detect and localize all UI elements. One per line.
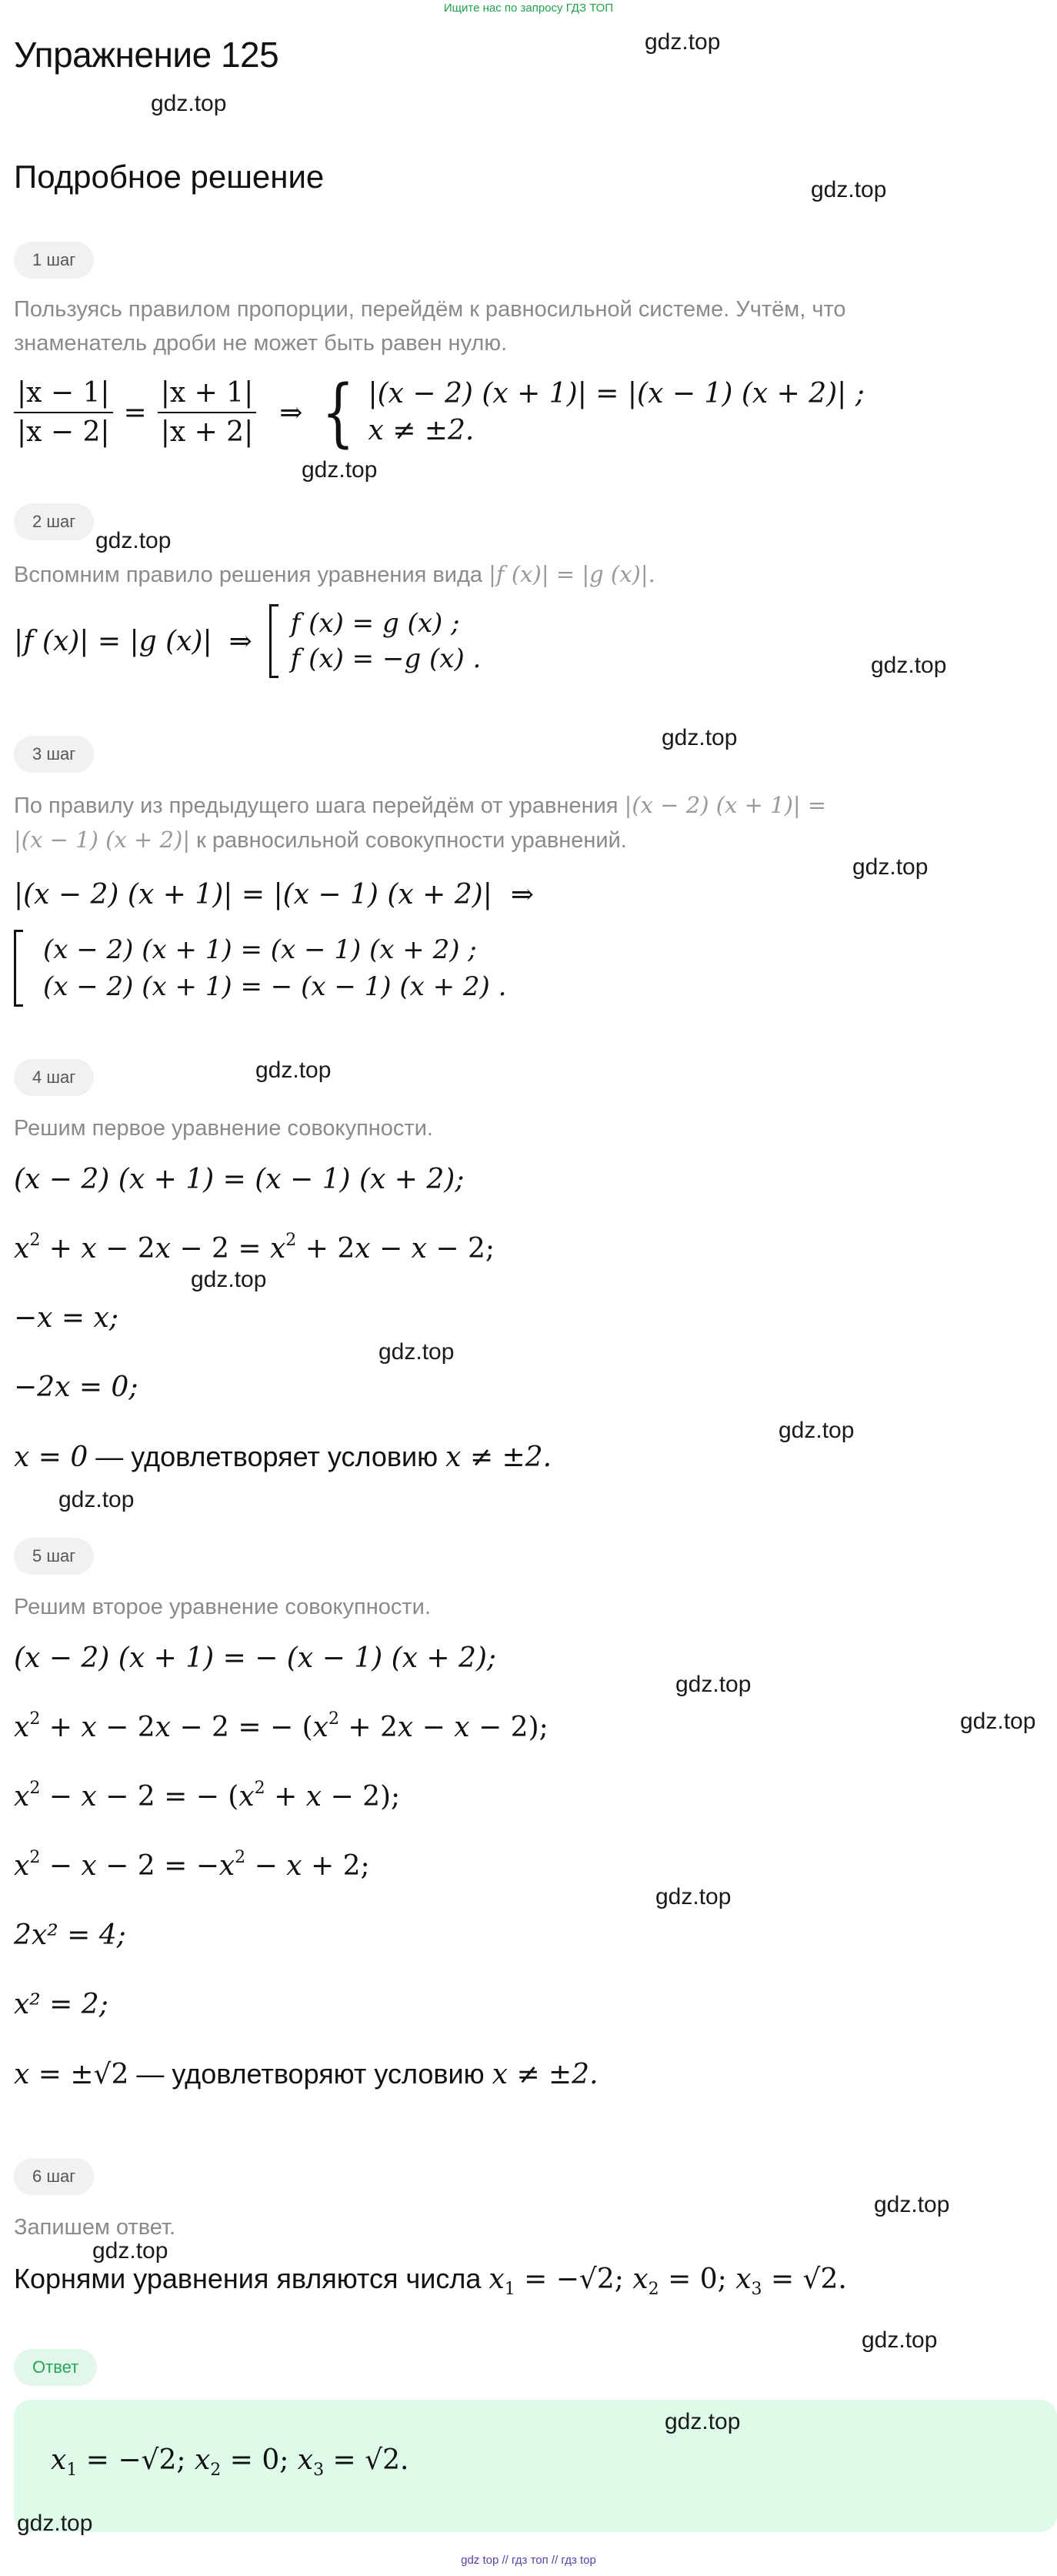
step-5-line-1: (x − 2) (x + 1) = − (x − 1) (x + 2); [14,1642,497,1674]
step-5-line-4: $x^2 - x - 2 = -x^2 - x + 2$; [14,1848,370,1882]
step-2-rule: |f (x)| = |g (x)| ⇒ f (x) = g (x) ; f (x) = −g (x) . [14,600,481,682]
step-5-badge: 5 шаг [14,1538,94,1575]
watermark: gdz.top [58,1487,135,1512]
watermark: gdz.top [17,2511,93,2536]
fraction-left: $\frac{|x - 1|}{|x - 2|}$ [14,377,113,448]
step-4-line-3: −x = x; [14,1302,118,1334]
section-title: Подробное решение [14,159,325,195]
watermark: gdz.top [645,29,721,55]
footer-links: gdz top // гдз топ // гдз top [461,2554,596,2567]
step-3-description: По правилу из предыдущего шага перейдём от уравнения |(x − 2) (x + 1)| = |(x − 1) (x + 2)| к равносильной совокупности уравнений. [14,792,827,853]
step-1-equation: $\frac{|x - 1|}{|x - 2|}$ = $\frac{|x + 1|}{|x + 2|}$ ⇒ { |(x − 2) (x + 1)| = |(x − 1) (x + 2)| ; x ≠ ±2. [14,366,865,459]
watermark: gdz.top [665,2409,741,2434]
step-6-answer-line: Корнями уравнения являются числа $x_1 = -√2$; $x_2 = 0$; $x_3 = √2$. [14,2263,847,2299]
answer-badge: Ответ [14,2349,97,2386]
step-5-description: Решим второе уравнение совокупности. [14,1595,431,1619]
watermark: gdz.top [675,1672,752,1697]
watermark: gdz.top [862,2327,938,2353]
step-4-description: Решим первое уравнение совокупности. [14,1116,433,1141]
step-2-badge: 2 шаг [14,503,94,540]
watermark: gdz.top [655,1884,732,1909]
watermark: gdz.top [92,2238,168,2264]
system-line-2: x ≠ ±2. [368,415,475,446]
watermark: gdz.top [852,854,929,880]
collection-bracket [269,604,278,678]
step-4-line-1: (x − 2) (x + 1) = (x − 1) (x + 2); [14,1164,465,1195]
collection-bracket [14,930,23,1007]
watermark: gdz.top [378,1339,455,1365]
watermark: gdz.top [871,653,947,678]
system-brace: { [322,369,355,456]
step-6-description: Запишем ответ. [14,2215,176,2240]
search-hint-banner: Ищите нас по запросу ГДЗ ТОП [443,2,614,15]
step-2-description: Вспомним правило решения уравнения вида |f (x)| = |g (x)|. [14,561,655,587]
page-title: Упражнение 125 [14,35,279,75]
watermark: gdz.top [255,1057,332,1083]
watermark: gdz.top [960,1709,1036,1734]
step-5-line-5: 2x² = 4; [14,1919,126,1951]
step-1-badge: 1 шаг [14,242,94,279]
step-5-line-3: $x^2 - x - 2$ = − $(x^2 + x - 2)$; [14,1779,401,1813]
watermark: gdz.top [874,2192,950,2217]
step-5-line-7: x = ±√2 — удовлетворяют условию x ≠ ±2. [14,2058,599,2090]
step-6-badge: 6 шаг [14,2158,94,2195]
step-4-line-4: −2x = 0; [14,1372,138,1403]
watermark: gdz.top [151,91,227,116]
step-3-equation: |(x − 2) (x + 1)| = |(x − 1) (x + 2)| ⇒ [14,879,535,910]
watermark: gdz.top [95,528,172,553]
watermark: gdz.top [779,1418,855,1443]
step-5-line-2: $x^2 + x - 2x - 2$ = − $(x^2 + 2x - x - 2)$; [14,1709,549,1743]
step-5-line-6: x² = 2; [14,1989,108,2020]
step-4-line-5: x = 0 — удовлетворяет условию x ≠ ±2. [14,1441,552,1473]
step-3-collection: (x − 2) (x + 1) = (x − 1) (x + 2) ; (x − 2) (x + 1) = − (x − 1) (x + 2) . [14,925,506,1011]
system-line-1: |(x − 2) (x + 1)| = |(x − 1) (x + 2)| ; [368,378,865,409]
step-3-badge: 3 шаг [14,736,94,773]
answer-box [14,2400,1057,2532]
step-1-description: Пользуясь правилом пропорции, перейдём к равносильной системе. Учтём, что знаменатель дроби не может быть равен нулю. [14,297,846,356]
watermark: gdz.top [662,725,738,750]
watermark: gdz.top [302,457,378,483]
step-4-line-2: $x^2 + x - 2x - 2 = x^2 + 2x - x - 2$; [14,1231,495,1265]
step-4-badge: 4 шаг [14,1059,94,1096]
answer-formula: $x_1 = -√2$; $x_2 = 0$; $x_3 = √2$. [51,2444,409,2480]
watermark: gdz.top [191,1267,267,1292]
fraction-right: $\frac{|x + 1|}{|x + 2|}$ [158,377,257,448]
watermark: gdz.top [811,177,887,202]
